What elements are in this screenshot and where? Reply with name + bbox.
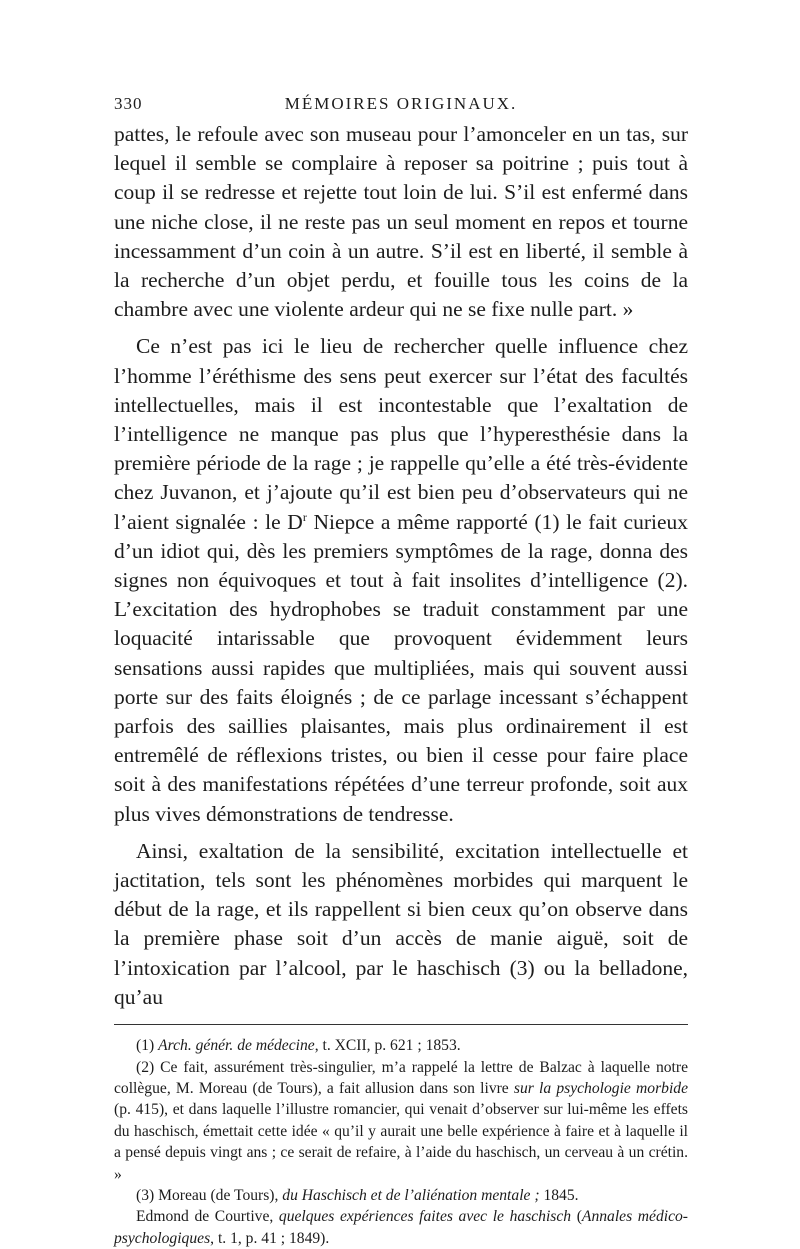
footnote-rule	[114, 1024, 688, 1025]
footnote-text: , t. 1, p. 41 ; 1849).	[210, 1229, 330, 1247]
paragraph-influence	[114, 332, 688, 828]
footnote-text: Moreau (de Tours),	[158, 1186, 283, 1204]
footnote-text: (p. 415), et dans laquelle l’illustre romancier, qui venait d’observer sur lui-même les effets du haschisch, émettait cette idée « qu’il y aurait une belle expérience à faire et à laquelle il a pensé depuis vingt ans ; ce serait de refaire, à l’aide du haschisch, un cerveau à un crétin. »	[114, 1101, 688, 1183]
footnote-number: (3)	[136, 1186, 155, 1204]
paragraph-text: Niepce a même rapporté (1) le fait curieux d’un idiot qui, dès les premiers symptômes de la rage, donna des signes non équivoques et tout à fait insolites d’intelligence (2). L’excitation des hydrophobes se traduit constamment par une loquacité intarissable que provoquent évidemment leurs sensations aussi rapides que multipliées, mais qui souvent aussi porte sur des faits éloignés ; de ce parlage incessant s’échappent parfois des saillies plaisantes, mais plus ordinairement il est entremêlé de réflexions tristes, ou bien il cesse pour faire place soit à des manifestations répétées d’une terreur profonde, soit aux plus vives démonstrations de tendresse.	[114, 509, 688, 826]
footnote-text: 1845.	[539, 1186, 579, 1204]
footnote-italic: Annales médico-psychologiques	[114, 1208, 688, 1247]
running-title: MÉMOIRES ORIGINAUX.	[284, 94, 518, 113]
footnote-3	[114, 1185, 688, 1206]
footnote-title: Arch. génér. de médecine	[158, 1037, 315, 1055]
footnote-text: (	[571, 1208, 582, 1226]
footnote-italic: sur la psychologie morbide	[513, 1079, 688, 1097]
superscript: r	[302, 509, 307, 524]
footnote-text: Ce fait, assurément très-singulier, m’a rappelé la lettre de Balzac à laquelle notre collègue, M. Moreau (de Tours), a fait allusion dans son livre	[114, 1058, 688, 1097]
page-number: 330	[114, 94, 143, 113]
footnote-1	[114, 1035, 688, 1056]
paragraph-text: Ce n’est pas ici le lieu de rechercher quelle influence chez l’homme l’éréthisme des sens peut exercer sur l’état des facultés intellectuelles, mais il est incontestable que l’exaltation de l’intelligence ne manque pas plus que l’hyperesthésie dans la première période de la rage ; je rappelle qu’elle a été très-évidente chez Juvanon, et j’ajoute qu’il est bien peu d’observateurs qui ne l’aient signalée : le D	[114, 334, 688, 534]
footnote-number: (1)	[136, 1037, 155, 1055]
footnote-number: (2)	[136, 1058, 155, 1076]
footnotes	[114, 1035, 688, 1249]
footnote-italic: quelques expériences faites avec le haschisch	[278, 1208, 572, 1226]
footnote-italic: du Haschisch et de l’aliénation mentale ;	[282, 1186, 540, 1204]
footnote-4	[114, 1206, 688, 1249]
paragraph-continuation: pattes, le refoule avec son museau pour l’amonceler en un tas, sur lequel il semble se complaire à reposer sa poitrine ; puis tout à coup il se redresse et rejette tout loin de lui. S’il est enfermé dans une niche close, il ne reste pas un seul moment en repos et tourne incessamment d’un coin à un autre. S’il est en liberté, il semble à la recherche d’un objet perdu, et fouille tous les coins de la chambre avec une violente ardeur qui ne se fixe nulle part. »	[114, 122, 688, 322]
paragraph-ainsi: Ainsi, exaltation de la sensibilité, excitation intellectuelle et jactitation, tels sont les phénomènes morbides qui marquent le début de la rage, et ils rappellent si bien ceux qu’on observe dans la première phase soit d’un accès de manie aiguë, soit de l’intoxication par l’alcool, par le haschisch (3) ou la belladone, qu’au	[114, 838, 688, 1009]
footnote-2	[114, 1057, 688, 1185]
footnote-text: , t. XCII, p. 621 ; 1853.	[314, 1037, 461, 1055]
main-text	[114, 120, 688, 1012]
footnote-text: Edmond de Courtive,	[136, 1208, 279, 1226]
page-header	[114, 86, 688, 120]
